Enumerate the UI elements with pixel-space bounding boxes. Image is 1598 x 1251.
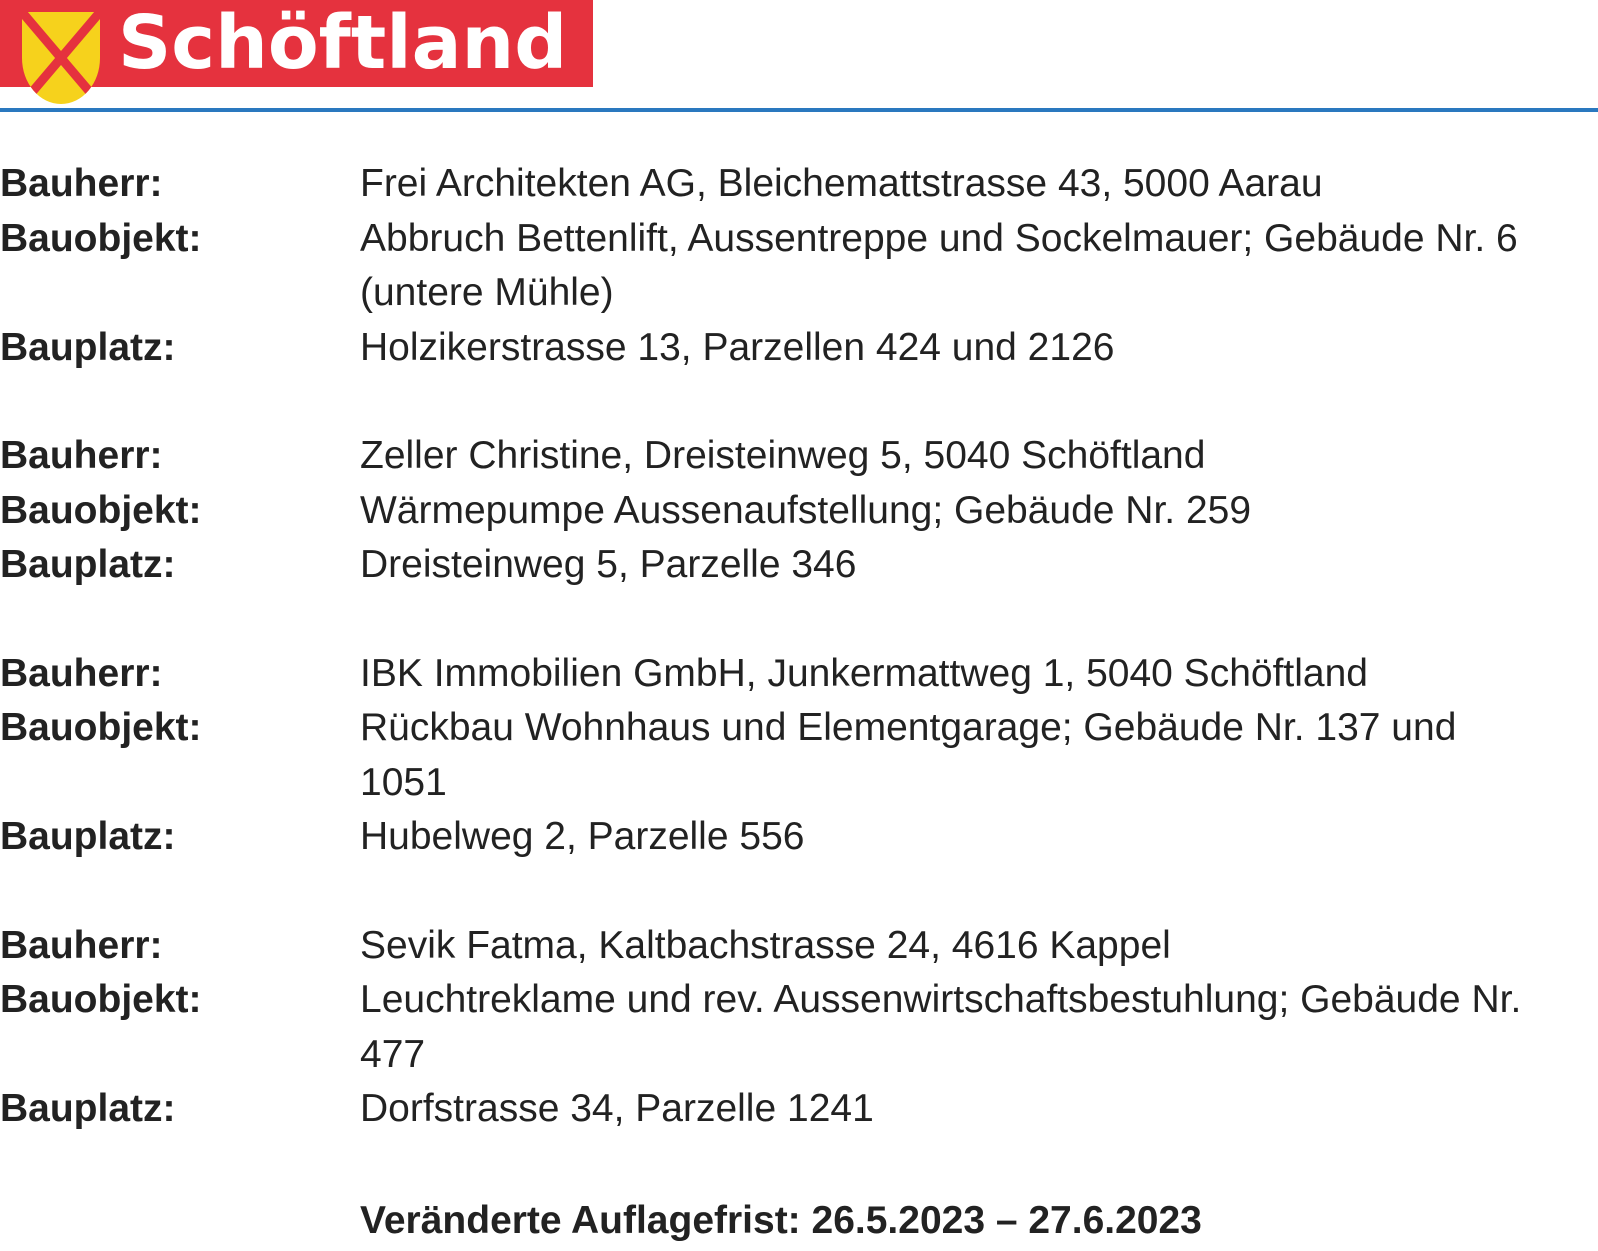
bauobjekt-value: Abbruch Bettenlift, Aussentreppe und Sockelmauer; Gebäude Nr. 6 (untere Mühle): [360, 216, 1518, 314]
bauobjekt-label: Bauobjekt:: [0, 978, 202, 1021]
bauobjekt-label: Bauobjekt:: [0, 216, 202, 260]
bauplatz-row: [0, 321, 1598, 376]
header-divider: [0, 108, 1598, 112]
logo-banner: [0, 0, 593, 87]
bauherr-row: [0, 647, 1598, 702]
bauplatz-label: Bauplatz:: [0, 325, 176, 369]
bauobjekt-value: Leuchtreklame und rev. Aussenwirtschaftsbestuhlung; Gebäude Nr. 477: [360, 978, 1522, 1076]
bauplatz-value: Holzikerstrasse 13, Parzellen 424 und 2126: [360, 325, 1115, 369]
permit-entry: [0, 647, 1598, 865]
bauplatz-row: [0, 538, 1598, 593]
logo-text: Schöftland: [118, 0, 568, 86]
auflagefrist-notice: Veränderte Auflagefrist: 26.5.2023 – 27.6.2023: [360, 1199, 1202, 1242]
permit-entry: [0, 429, 1598, 593]
bauplatz-label: Bauplatz:: [0, 543, 176, 586]
bauobjekt-value: Rückbau Wohnhaus und Elementgarage; Gebäude Nr. 137 und 1051: [360, 706, 1457, 804]
bauplatz-row: [0, 1082, 1598, 1137]
bauherr-row: [0, 429, 1598, 484]
bauherr-label: Bauherr:: [0, 434, 163, 477]
bauherr-row: [0, 157, 1598, 212]
bauobjekt-value: Wärmepumpe Aussenaufstellung; Gebäude Nr. 259: [360, 488, 1252, 532]
bauobjekt-row: [0, 212, 1598, 321]
permit-entry: [0, 157, 1598, 375]
page-header: [0, 0, 1598, 112]
bauherr-label: Bauherr:: [0, 162, 163, 205]
bauherr-value: Sevik Fatma, Kaltbachstrasse 24, 4616 Kappel: [360, 923, 1171, 967]
bauobjekt-row: [0, 973, 1598, 1082]
bauobjekt-row: [0, 701, 1598, 810]
bauherr-label: Bauherr:: [0, 651, 163, 695]
bauobjekt-row: [0, 484, 1598, 539]
bauplatz-value: Dreisteinweg 5, Parzelle 346: [360, 543, 857, 586]
bauplatz-label: Bauplatz:: [0, 815, 176, 858]
bauobjekt-label: Bauobjekt:: [0, 706, 202, 749]
bauherr-row: [0, 919, 1598, 974]
coat-of-arms-icon: [22, 12, 100, 104]
bauplatz-value: Hubelweg 2, Parzelle 556: [360, 815, 805, 858]
bauherr-value: IBK Immobilien GmbH, Junkermattweg 1, 5040 Schöftland: [360, 651, 1368, 695]
bauobjekt-label: Bauobjekt:: [0, 488, 202, 532]
bauherr-value: Frei Architekten AG, Bleichemattstrasse 43, 5000 Aarau: [360, 162, 1323, 205]
bauplatz-row: [0, 810, 1598, 865]
bauplatz-value: Dorfstrasse 34, Parzelle 1241: [360, 1087, 874, 1130]
permit-entry: [0, 919, 1598, 1137]
bauherr-label: Bauherr:: [0, 923, 163, 967]
building-permit-list: [0, 157, 1598, 1191]
bauherr-value: Zeller Christine, Dreisteinweg 5, 5040 Schöftland: [360, 434, 1206, 477]
bauplatz-label: Bauplatz:: [0, 1087, 176, 1130]
